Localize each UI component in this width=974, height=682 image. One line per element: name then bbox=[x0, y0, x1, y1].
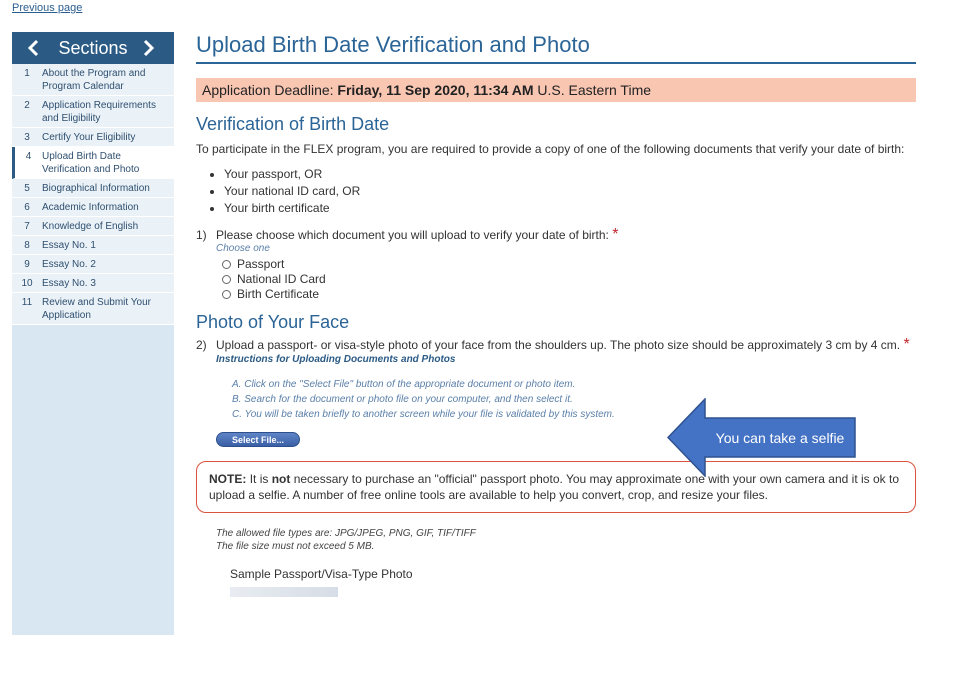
sidebar-item[interactable] bbox=[12, 128, 174, 147]
sidebar-item-label: Essay No. 3 bbox=[42, 278, 96, 289]
chevron-right-icon[interactable] bbox=[142, 39, 160, 57]
document-radio-option[interactable] bbox=[222, 257, 916, 272]
sidebar-item[interactable] bbox=[12, 255, 174, 274]
required-mark: * bbox=[612, 226, 619, 243]
sample-photo-image bbox=[230, 587, 338, 597]
sidebar-item-number: 2 bbox=[24, 100, 30, 111]
sidebar-item-number: 8 bbox=[24, 240, 30, 251]
sidebar-item-number: 7 bbox=[24, 221, 30, 232]
sidebar-item-label: Review and Submit Your Application bbox=[42, 297, 151, 321]
radio-button[interactable] bbox=[222, 260, 231, 269]
sidebar-item-number: 3 bbox=[24, 132, 30, 143]
sidebar-item-number: 1 bbox=[24, 68, 30, 79]
deadline-value: Friday, 11 Sep 2020, 11:34 AM bbox=[337, 82, 534, 98]
radio-label: National ID Card bbox=[237, 272, 326, 286]
question-number: 2) bbox=[196, 338, 207, 352]
chevron-left-icon[interactable] bbox=[26, 39, 44, 57]
document-radio-option[interactable] bbox=[222, 272, 916, 287]
sidebar-item-label: Knowledge of English bbox=[42, 221, 139, 232]
radio-button[interactable] bbox=[222, 275, 231, 284]
allowed-file-types: The allowed file types are: JPG/JPEG, PNG, GIF, TIF/TIFF bbox=[216, 528, 476, 539]
callout-text: You can take a selfie bbox=[715, 429, 845, 446]
note-emphasis: not bbox=[271, 472, 291, 486]
sidebar-item-label: Essay No. 1 bbox=[42, 240, 96, 251]
sidebar-item-label: Biographical Information bbox=[42, 183, 150, 194]
required-mark: * bbox=[903, 336, 910, 353]
sidebar-item-label: Certify Your Eligibility bbox=[42, 132, 136, 143]
sidebar-item[interactable] bbox=[12, 96, 174, 128]
sidebar-item-label: Academic Information bbox=[42, 202, 139, 213]
sidebar-item-number: 4 bbox=[25, 151, 32, 162]
sidebar-item[interactable] bbox=[12, 217, 174, 236]
photo-heading: Photo of Your Face bbox=[196, 312, 350, 332]
instruction-step: A. Click on the "Select File" button of the appropriate document or photo item. bbox=[232, 379, 576, 390]
question-text bbox=[216, 337, 910, 353]
previous-page-link[interactable]: Previous page bbox=[12, 2, 83, 14]
document-radio-option[interactable] bbox=[222, 287, 916, 302]
deadline-banner bbox=[196, 78, 916, 102]
radio-button[interactable] bbox=[222, 290, 231, 299]
question-text bbox=[216, 227, 618, 243]
sidebar-item-label: Application Requirements and Eligibility bbox=[42, 100, 156, 124]
select-file-button[interactable]: Select File... bbox=[216, 432, 300, 447]
sidebar-item[interactable] bbox=[12, 147, 174, 179]
note-text-1: It is bbox=[249, 472, 269, 486]
sidebar-item-label: Upload Birth Date Verification and Photo bbox=[42, 151, 140, 175]
sidebar-item[interactable] bbox=[12, 179, 174, 198]
sidebar-title: Sections bbox=[58, 37, 128, 58]
document-list-item: • Your birth certificate bbox=[224, 200, 916, 217]
sample-photo-label: Sample Passport/Visa-Type Photo bbox=[230, 567, 413, 581]
note-label: NOTE: bbox=[209, 472, 247, 486]
sidebar-item-number: 6 bbox=[24, 202, 30, 213]
instruction-step: B. Search for the document or photo file on your computer, and then select it. bbox=[232, 394, 573, 405]
choose-one-hint: Choose one bbox=[216, 243, 270, 254]
sidebar-item[interactable] bbox=[12, 274, 174, 293]
sidebar-item[interactable] bbox=[12, 198, 174, 217]
max-file-size: The file size must not exceed 5 MB. bbox=[216, 541, 375, 552]
document-list-item: • Your national ID card, OR bbox=[224, 183, 916, 200]
file-requirements bbox=[216, 527, 916, 553]
sidebar-item[interactable] bbox=[12, 236, 174, 255]
instruction-step: C. You will be taken briefly to another screen while your file is validated by this system. bbox=[232, 409, 615, 420]
document-list-item: • Your passport, OR bbox=[224, 166, 916, 183]
sidebar-item[interactable] bbox=[12, 293, 174, 325]
radio-label: Passport bbox=[237, 257, 285, 271]
document-list bbox=[196, 166, 916, 217]
question-number: 1) bbox=[196, 228, 207, 242]
question-label: Upload a passport- or visa-style photo of your face from the shoulders up. The photo size should be approximately 3 cm by 4 cm. bbox=[216, 338, 901, 352]
radio-label: Birth Certificate bbox=[237, 287, 320, 301]
page-title: Upload Birth Date Verification and Photo bbox=[196, 32, 916, 64]
sidebar-item-number: 11 bbox=[21, 297, 33, 308]
section-list bbox=[12, 64, 174, 325]
verification-heading: Verification of Birth Date bbox=[196, 114, 390, 134]
sidebar-item-label: About the Program and Program Calendar bbox=[42, 68, 146, 92]
sidebar-item-number: 5 bbox=[24, 183, 30, 194]
document-radio-group bbox=[222, 257, 916, 302]
sidebar-item-number: 9 bbox=[24, 259, 30, 270]
sidebar-item-number: 10 bbox=[21, 278, 33, 289]
question-label: Please choose which document you will upload to verify your date of birth: bbox=[216, 228, 609, 242]
main-content bbox=[196, 32, 916, 597]
sidebar-header bbox=[12, 32, 174, 64]
sidebar-item[interactable] bbox=[12, 64, 174, 96]
instructions-title: Instructions for Uploading Documents and Photos bbox=[216, 354, 456, 365]
selfie-callout bbox=[667, 398, 857, 477]
deadline-prefix: Application Deadline: bbox=[202, 82, 334, 98]
sections-sidebar bbox=[12, 32, 174, 635]
question-1 bbox=[196, 227, 916, 243]
deadline-suffix: U.S. Eastern Time bbox=[537, 82, 652, 98]
sidebar-item-label: Essay No. 2 bbox=[42, 259, 96, 270]
question-2 bbox=[196, 337, 916, 353]
verification-intro: To participate in the FLEX program, you are required to provide a copy of one of the following documents that verify your date of birth: bbox=[196, 142, 905, 156]
note-text-2: necessary to purchase an "official" passport photo. You may approximate one with your own camera and it is ok to upload a selfie. A number of free online tools are available to help you convert, crop, and resize your files. bbox=[209, 472, 900, 502]
